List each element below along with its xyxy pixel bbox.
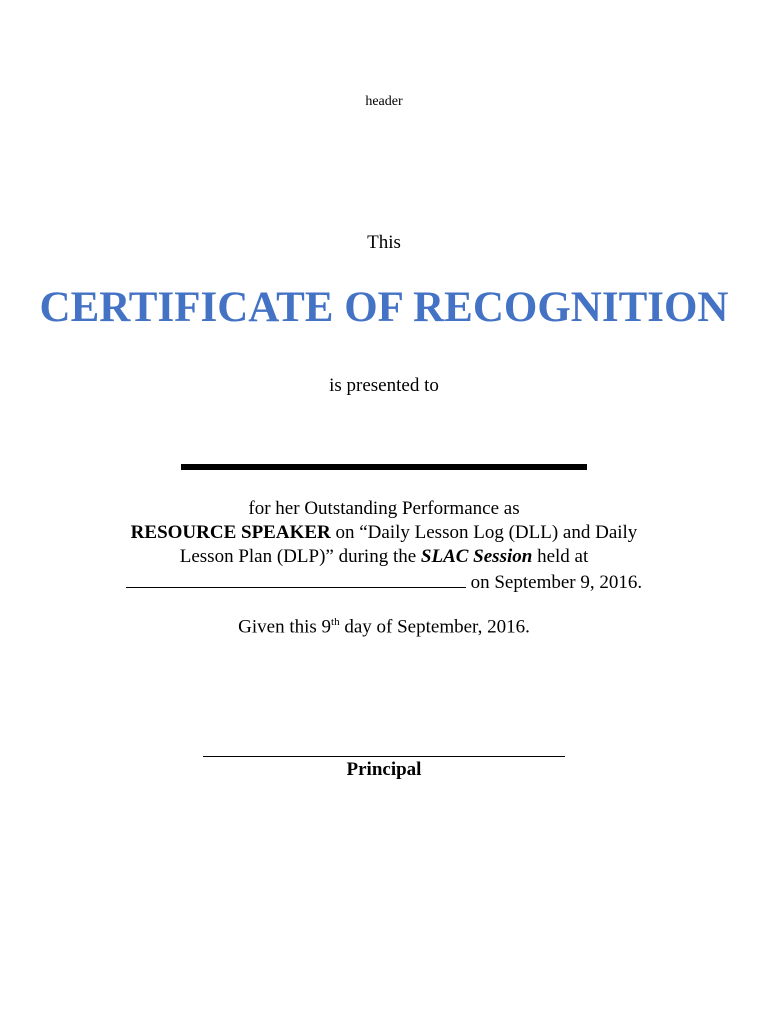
- citation-line-1: for her Outstanding Performance as: [248, 498, 520, 519]
- role-text: RESOURCE SPEAKER: [130, 522, 331, 543]
- signatory-title: Principal: [346, 759, 422, 780]
- certificate-title: CERTIFICATE OF RECOGNITION: [39, 284, 729, 331]
- venue-blank-line: [126, 569, 466, 588]
- topic-text-cont: Lesson Plan (DLP)” during the: [179, 546, 421, 567]
- signature-line: [203, 756, 565, 757]
- session-text: SLAC Session: [420, 546, 533, 567]
- held-at-text: held at: [532, 546, 589, 567]
- given-ordinal: th: [331, 616, 340, 628]
- date-text: on September 9, 2016.: [465, 572, 643, 593]
- page-header: header: [365, 94, 403, 109]
- intro-text: This: [367, 232, 401, 253]
- citation-line-3: [40, 545, 728, 569]
- recipient-name-line: [181, 464, 587, 470]
- citation-line-4: [40, 569, 728, 595]
- citation-text: [40, 497, 728, 595]
- given-prefix: Given this 9: [238, 616, 332, 638]
- topic-text: on “Daily Lesson Log (DLL) and Daily: [330, 522, 638, 543]
- presented-to-text: is presented to: [329, 375, 439, 396]
- citation-line-2: [40, 521, 728, 545]
- given-suffix: day of September, 2016.: [339, 616, 530, 638]
- given-date-text: [0, 616, 768, 638]
